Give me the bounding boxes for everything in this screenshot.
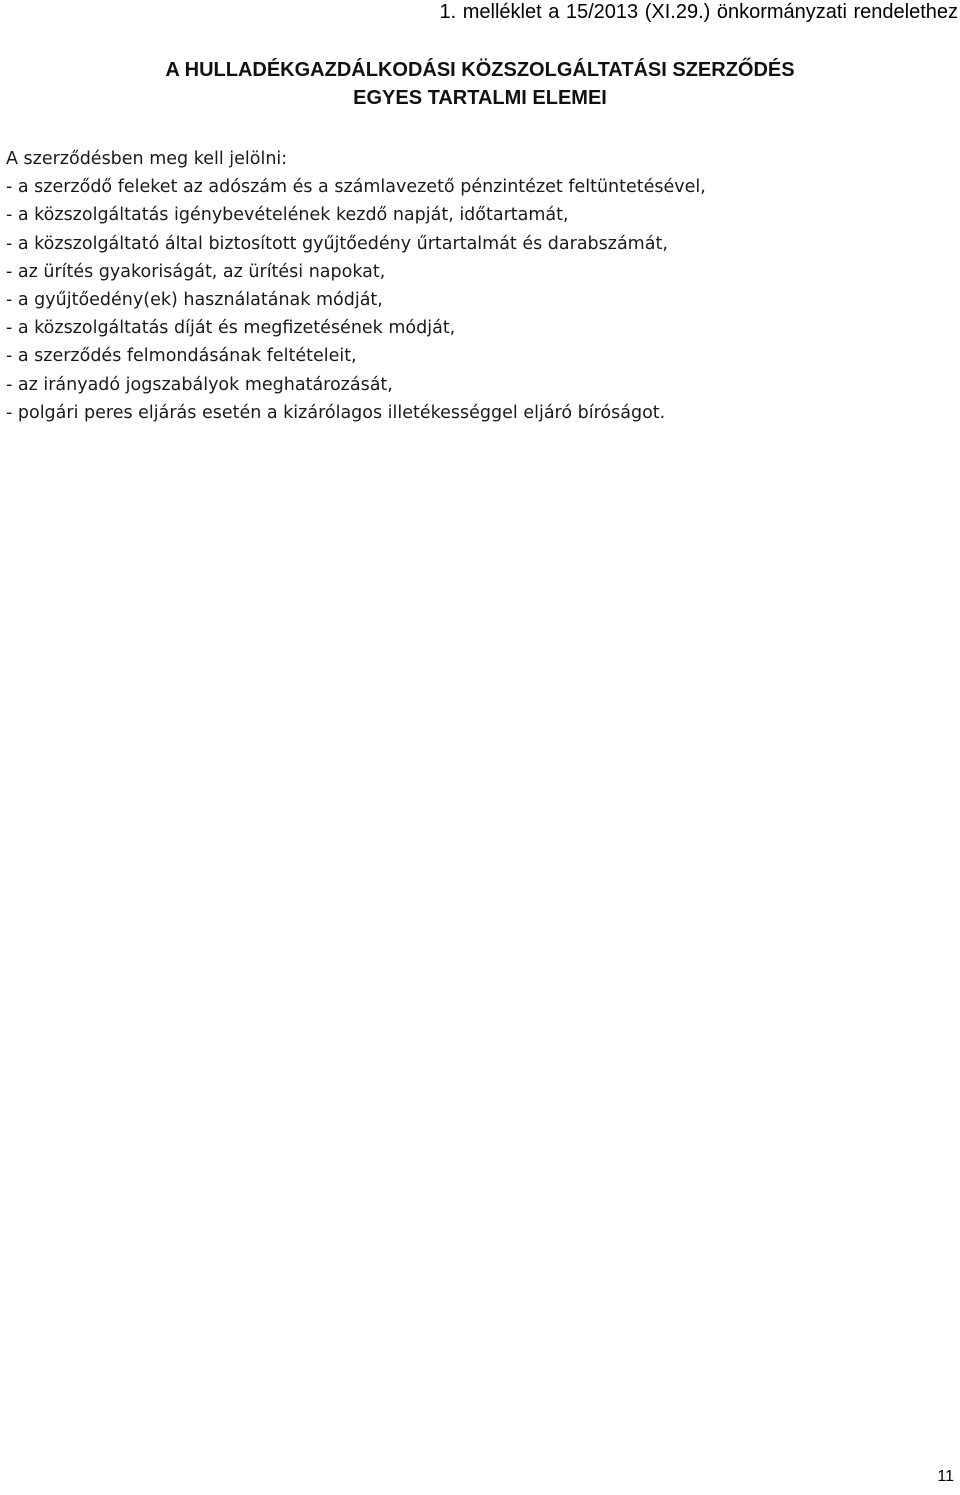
document-body: [6, 145, 954, 427]
list-item: - a közszolgáltatás igénybevételének kezdő napját, időtartamát,: [6, 205, 569, 226]
intro-text: A szerződésben meg kell jelölni:: [6, 149, 288, 169]
list-item: - a közszolgáltató által biztosított gyűjtőedény űrtartalmát és darabszámát,: [6, 233, 668, 254]
list-item: - a közszolgáltatás díját és megfizetésének módját,: [6, 318, 456, 339]
document-title: [0, 56, 960, 112]
list-item: - a gyűjtőedény(ek) használatának módját,: [6, 290, 383, 311]
list-item: - a szerződő feleket az adószám és a számlavezető pénzintézet feltüntetésével,: [6, 177, 706, 198]
contract-elements-list: [6, 173, 954, 427]
list-item: - polgári peres eljárás esetén a kizárólagos illetékességgel eljáró bíróságot.: [6, 402, 666, 423]
list-item: - az irányadó jogszabályok meghatározását,: [6, 374, 393, 395]
list-item: - a szerződés felmondásának feltételeit,: [6, 346, 357, 367]
list-item: - az ürítés gyakoriságát, az ürítési napokat,: [6, 261, 386, 282]
document-title-line-1: A HULLADÉKGAZDÁLKODÁSI KÖZSZOLGÁLTATÁSI SZERZŐDÉS: [165, 59, 795, 81]
document-title-line-2: EGYES TARTALMI ELEMEI: [353, 87, 607, 109]
annex-reference: 1. melléklet a 15/2013 (XI.29.) önkormányzati rendelethez: [439, 1, 958, 23]
page-number: 11: [937, 1468, 954, 1485]
